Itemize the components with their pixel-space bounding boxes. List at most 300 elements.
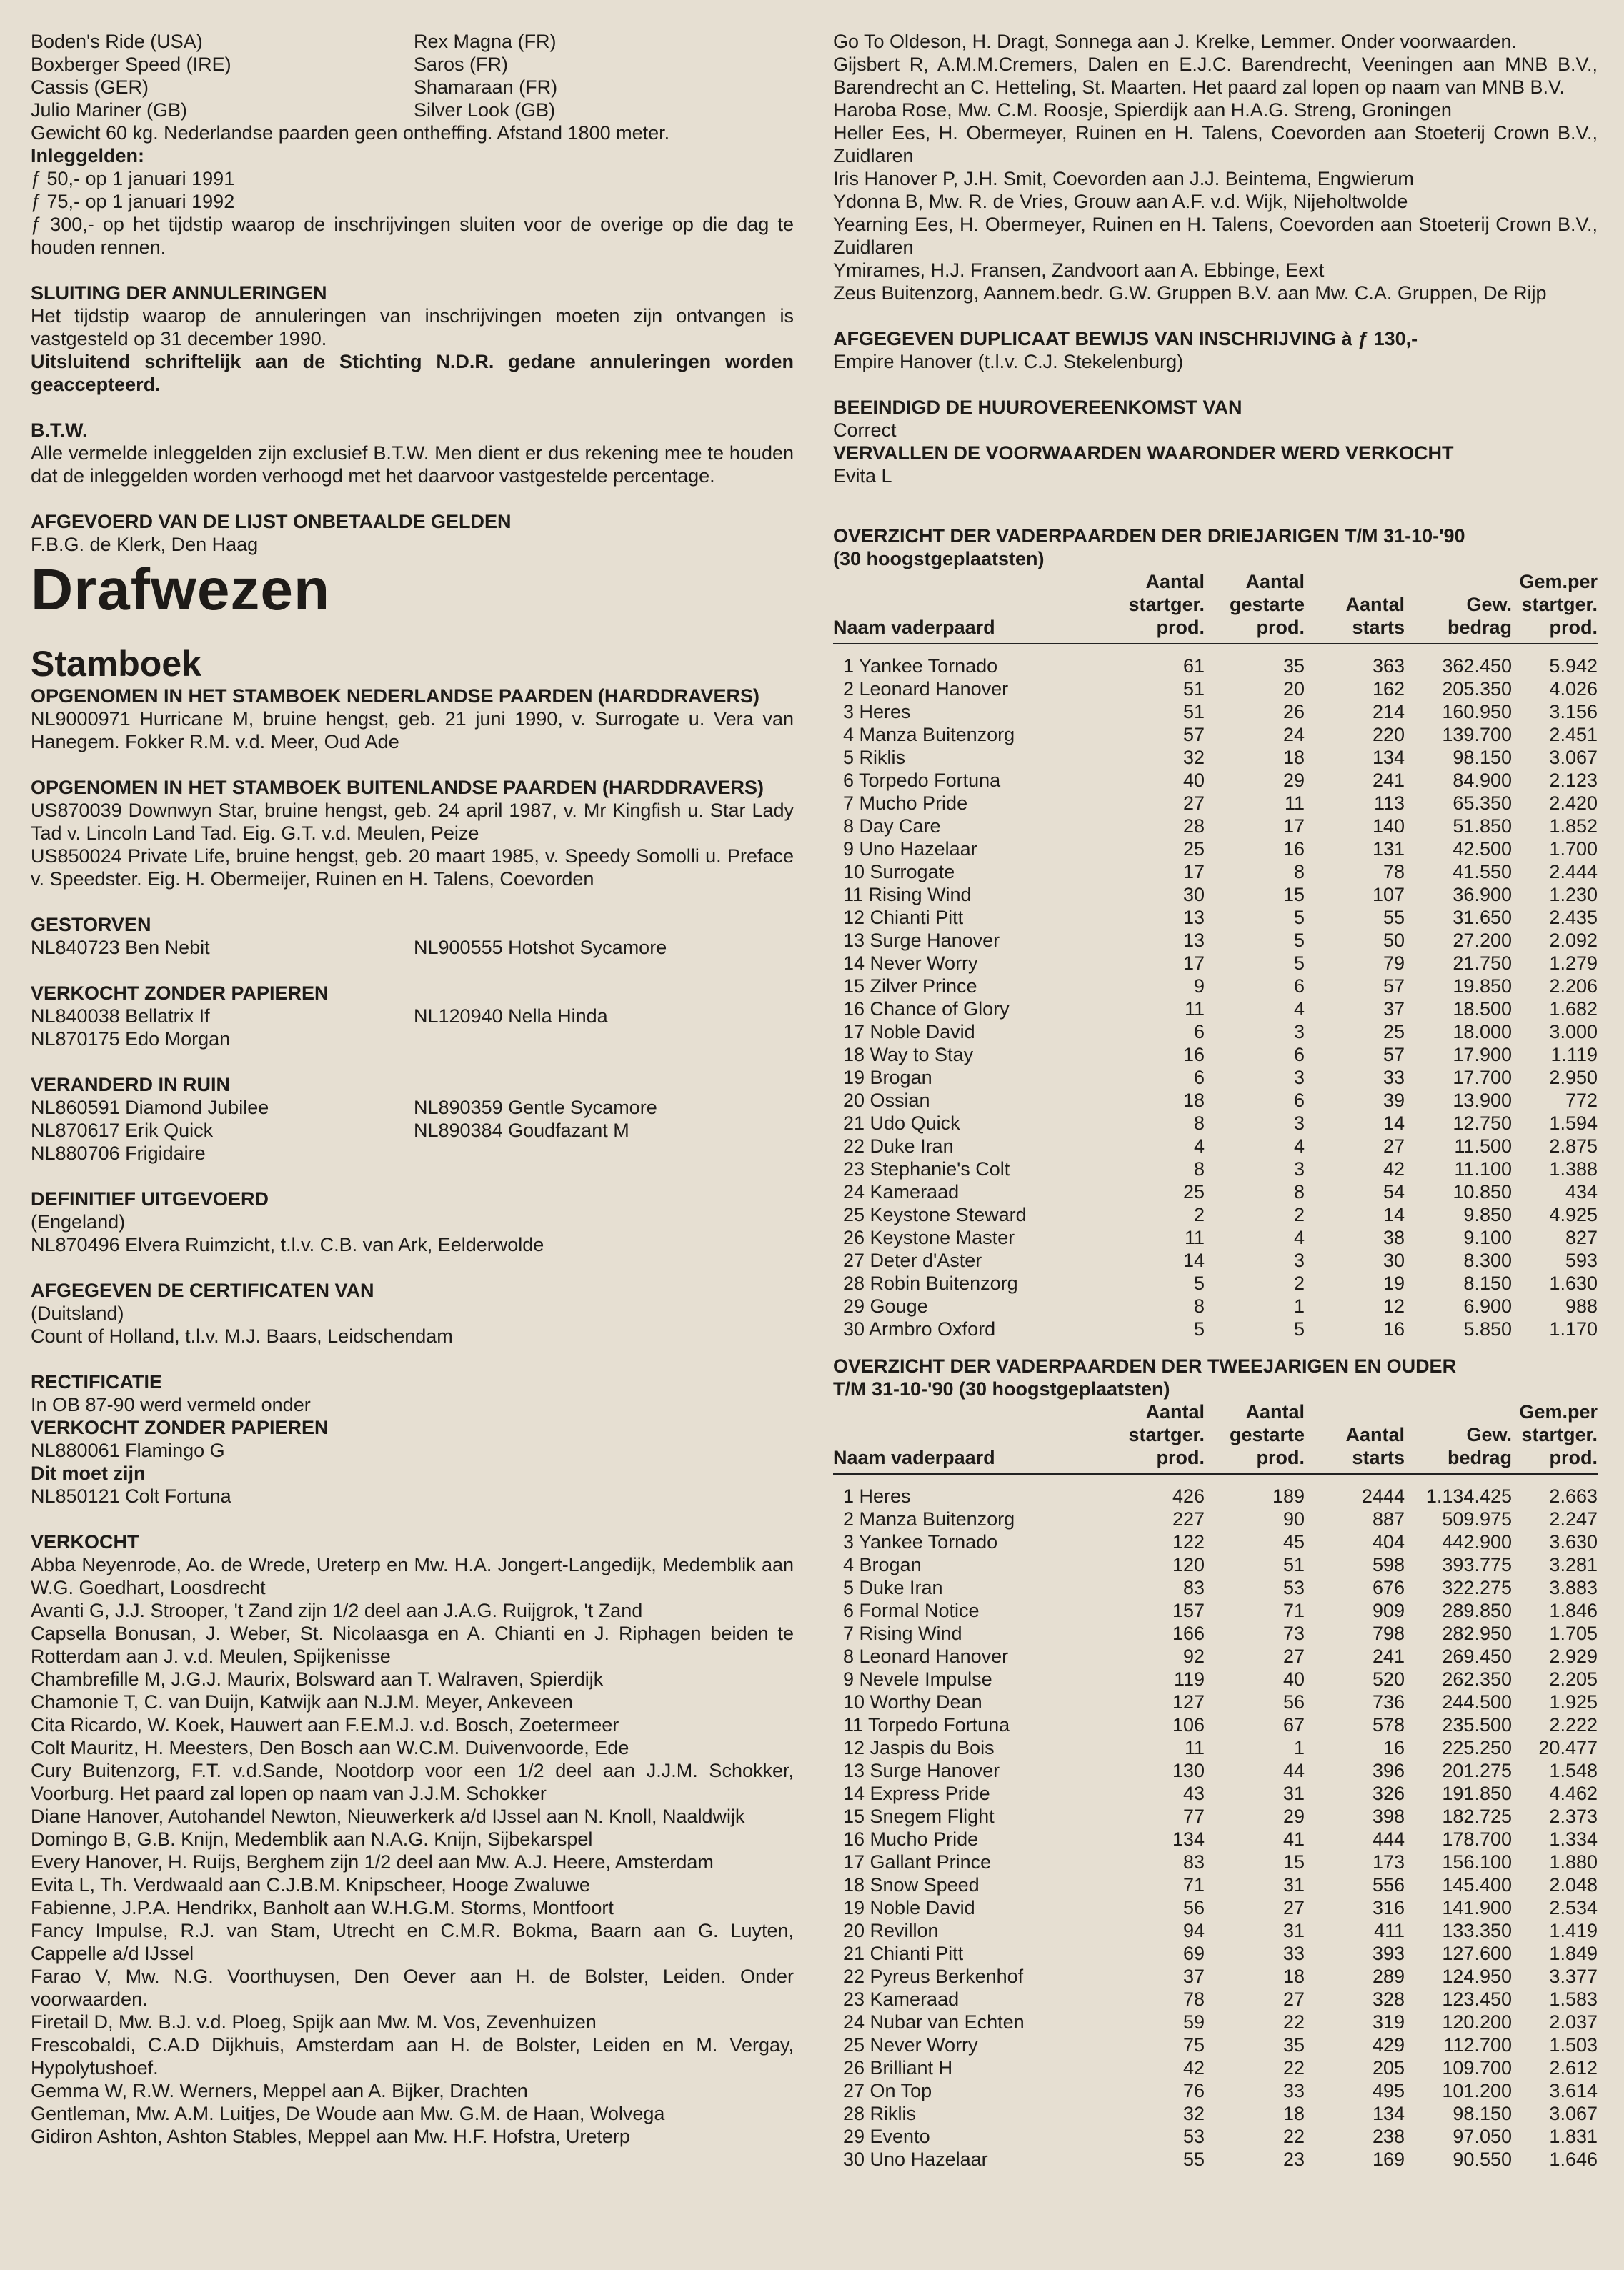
- cell-value: 3: [1293, 1067, 1305, 1088]
- cell-value: 11: [1284, 792, 1305, 814]
- dup-title: AFGEGEVEN DUPLICAAT BEWIJS VAN INSCHRIJVING à ƒ 130,-: [833, 328, 1418, 349]
- cell-value: 32: [1182, 747, 1205, 768]
- sire-name: 10 Surrogate: [843, 861, 955, 882]
- cell-value: 2.206: [1549, 975, 1598, 997]
- sluiting-text: Het tijdstip waarop de annuleringen van inschrijvingen moeten zijn ontvangen is vastgesteld op 31 december 1990.: [31, 305, 794, 349]
- table-row: [833, 1530, 1598, 1553]
- sire-name: 14 Never Worry: [843, 952, 978, 974]
- cell-value: 269.450: [1442, 1646, 1512, 1667]
- table-row: [833, 1713, 1598, 1736]
- sire-name: 7 Mucho Pride: [843, 792, 968, 814]
- cell-value: 21.750: [1453, 952, 1512, 974]
- header-c4: [1305, 1400, 1405, 1469]
- entry-left: NL840038 Bellatrix If: [31, 1005, 210, 1027]
- gestorven-title: GESTORVEN: [31, 914, 151, 935]
- cell-value: 141.900: [1442, 1897, 1512, 1918]
- two-col-row: [31, 30, 794, 53]
- cell-value: 90: [1282, 1508, 1305, 1530]
- table-rule: [833, 1473, 1598, 1475]
- cell-value: 1.831: [1549, 2126, 1598, 2147]
- cell-value: 101.200: [1442, 2080, 1512, 2101]
- two-col-row: [31, 1096, 794, 1119]
- sire-name: 9 Nevele Impulse: [843, 1668, 992, 1690]
- sire-name: 29 Gouge: [843, 1295, 928, 1317]
- cell-value: 106: [1172, 1714, 1205, 1736]
- table1-title-2: (30 hoogstgeplaatsten): [833, 548, 1045, 569]
- cell-value: 18: [1282, 1966, 1305, 1987]
- sale-entry: Cita Ricardo, W. Koek, Hauwert aan F.E.M.J. v.d. Bosch, Zoetermeer: [31, 1714, 619, 1736]
- cell-value: 598: [1372, 1554, 1405, 1575]
- sire-name: 2 Manza Buitenzorg: [843, 1508, 1015, 1530]
- table-row: [833, 929, 1598, 952]
- sire-name: 21 Chianti Pitt: [843, 1943, 964, 1964]
- verv-text: Evita L: [833, 465, 892, 487]
- header-c6: [1512, 570, 1598, 639]
- verkocht-title: VERKOCHT: [31, 1531, 139, 1553]
- cell-value: 2.092: [1549, 930, 1598, 951]
- sire-name: 5 Riklis: [843, 747, 906, 768]
- header-c3: [1205, 1400, 1305, 1469]
- cell-value: 205.350: [1442, 678, 1512, 700]
- cell-value: 11.100: [1454, 1158, 1512, 1180]
- sale-entry: Evita L, Th. Verdwaald aan C.J.B.M. Knipscheer, Hooge Zwaluwe: [31, 1874, 590, 1896]
- cell-value: 139.700: [1442, 724, 1512, 745]
- cell-value: 11.500: [1454, 1135, 1512, 1157]
- cell-value: 362.450: [1442, 655, 1512, 677]
- table-row: [833, 2125, 1598, 2148]
- header-c1: Naam vaderpaard: [833, 617, 995, 638]
- cell-value: 220: [1372, 724, 1405, 745]
- afgevoerd-title: AFGEVOERD VAN DE LIJST ONBETAALDE GELDEN: [31, 511, 512, 532]
- cell-value: 11: [1184, 1227, 1205, 1248]
- cell-value: 27: [1383, 1135, 1405, 1157]
- cell-value: 1.583: [1549, 1988, 1598, 2010]
- header-line: Gem.per: [1519, 571, 1598, 592]
- entry-right: Shamaraan (FR): [414, 76, 558, 98]
- cell-value: 1.682: [1549, 998, 1598, 1020]
- sire-name: 6 Formal Notice: [843, 1600, 980, 1621]
- table-row: [833, 1919, 1598, 1942]
- table-row: [833, 1485, 1598, 1508]
- cell-value: 69: [1182, 1943, 1205, 1964]
- cell-value: 3.883: [1549, 1577, 1598, 1598]
- huur-text: Correct: [833, 419, 897, 441]
- cell-value: 6: [1193, 1067, 1205, 1088]
- sire-name: 13 Surge Hanover: [843, 1760, 1000, 1781]
- cell-value: 201.275: [1442, 1760, 1512, 1781]
- cert-line: (Duitsland): [31, 1303, 124, 1324]
- cell-value: 282.950: [1442, 1623, 1512, 1644]
- cell-value: 2.451: [1549, 724, 1598, 745]
- cell-value: 1.419: [1549, 1920, 1598, 1941]
- cell-value: 57: [1383, 975, 1405, 997]
- cert-line: Count of Holland, t.l.v. M.J. Baars, Leidschendam: [31, 1325, 453, 1347]
- header-c2: [1105, 570, 1205, 639]
- cell-value: 1.880: [1549, 1851, 1598, 1873]
- inleggelden-list: [31, 167, 794, 259]
- cell-value: 107: [1372, 884, 1405, 905]
- cell-value: 54: [1383, 1181, 1405, 1203]
- cell-value: 241: [1372, 770, 1405, 791]
- cell-value: 6: [1293, 1090, 1305, 1111]
- table-row: [833, 1135, 1598, 1158]
- cell-value: 3.067: [1549, 2103, 1598, 2124]
- rect-line-3: NL850121 Colt Fortuna: [31, 1485, 231, 1507]
- table-row: [833, 2102, 1598, 2125]
- table-row: [833, 1112, 1598, 1135]
- cell-value: 120: [1172, 1554, 1205, 1575]
- cell-value: 578: [1372, 1714, 1405, 1736]
- table-row: [833, 654, 1598, 677]
- cell-value: 2.950: [1549, 1067, 1598, 1088]
- cell-value: 51: [1182, 701, 1205, 722]
- sire-name: 12 Chianti Pitt: [843, 907, 964, 928]
- sale-entry: Chamonie T, C. van Duijn, Katwijk aan N.J.M. Meyer, Ankeveen: [31, 1691, 573, 1713]
- cell-value: 59: [1182, 2011, 1205, 2033]
- sire-name: 14 Express Pride: [843, 1783, 990, 1804]
- cell-value: 798: [1372, 1623, 1405, 1644]
- header-line: gestarte: [1229, 1424, 1305, 1445]
- cell-value: 393.775: [1442, 1554, 1512, 1575]
- sire-name: 17 Noble David: [843, 1021, 975, 1042]
- cell-value: 393: [1372, 1943, 1405, 1964]
- two-col-row: [31, 1119, 794, 1142]
- table-row: [833, 1896, 1598, 1919]
- cell-value: 182.725: [1442, 1806, 1512, 1827]
- cell-value: 133.350: [1442, 1920, 1512, 1941]
- table-row: [833, 2079, 1598, 2102]
- cell-value: 29: [1282, 770, 1305, 791]
- cell-value: 51: [1182, 678, 1205, 700]
- cell-value: 41: [1282, 1828, 1305, 1850]
- entry-left: Cassis (GER): [31, 76, 149, 98]
- cell-value: 98.150: [1453, 2103, 1512, 2124]
- cell-value: 178.700: [1442, 1828, 1512, 1850]
- cell-value: 130: [1172, 1760, 1205, 1781]
- cell-value: 1.925: [1549, 1691, 1598, 1713]
- table-row: [833, 1965, 1598, 1988]
- big-title: Drafwezen: [31, 557, 331, 622]
- cell-value: 79: [1383, 952, 1405, 974]
- sire-name: 17 Gallant Prince: [843, 1851, 992, 1873]
- cell-value: 2444: [1361, 1485, 1405, 1507]
- sire-name: 11 Torpedo Fortuna: [843, 1714, 1010, 1736]
- horse-list: [31, 30, 794, 121]
- cell-value: 76: [1182, 2080, 1205, 2101]
- two-col-row: [31, 1142, 794, 1165]
- entry-left: Boxberger Speed (IRE): [31, 54, 231, 75]
- cell-value: 75: [1182, 2034, 1205, 2056]
- header-c4: [1305, 570, 1405, 639]
- cell-value: 2: [1293, 1273, 1305, 1294]
- cell-value: 13: [1182, 907, 1205, 928]
- sire-name: 13 Surge Hanover: [843, 930, 1000, 951]
- cell-value: 205: [1372, 2057, 1405, 2079]
- sire-name: 23 Stephanie's Colt: [843, 1158, 1010, 1180]
- header-line: starts: [1352, 1447, 1405, 1468]
- cell-value: 2.123: [1549, 770, 1598, 791]
- cell-value: 124.950: [1442, 1966, 1512, 1987]
- cell-value: 16: [1383, 1318, 1405, 1340]
- cell-value: 3.281: [1549, 1554, 1598, 1575]
- cell-value: 17: [1282, 815, 1305, 837]
- sire-name: 30 Armbro Oxford: [843, 1318, 996, 1340]
- sire-name: 12 Jaspis du Bois: [843, 1737, 995, 1758]
- cell-value: 17.900: [1453, 1044, 1512, 1065]
- cell-value: 909: [1372, 1600, 1405, 1621]
- cell-value: 18: [1282, 747, 1305, 768]
- cell-value: 27: [1182, 792, 1205, 814]
- cell-value: 44: [1282, 1760, 1305, 1781]
- cell-value: 2.247: [1549, 1508, 1598, 1530]
- cell-value: 120.200: [1442, 2011, 1512, 2033]
- cell-value: 227: [1172, 1508, 1205, 1530]
- sale-entry: Gijsbert R, A.M.M.Cremers, Dalen en E.J.C. Barendrecht, Veeningen aan MNB B.V., Barendrecht an C. Hetteling, St. Maarten. Het paard zal lopen op naam van MNB B.V.: [833, 54, 1598, 98]
- table-row: [833, 1759, 1598, 1782]
- cell-value: 53: [1182, 2126, 1205, 2147]
- cell-value: 322.275: [1442, 1577, 1512, 1598]
- entry-left: NL880706 Frigidaire: [31, 1143, 206, 1164]
- sire-name: 25 Keystone Steward: [843, 1204, 1027, 1225]
- two-col-row: [31, 53, 794, 76]
- header-c6: [1512, 1400, 1598, 1469]
- cell-value: 20.477: [1538, 1737, 1598, 1758]
- table-row: [833, 1089, 1598, 1112]
- sale-entry: Yearning Ees, H. Obermeyer, Ruinen en H. Talens, Coevorden aan Stoeterij Crown B.V., Zuidlaren: [833, 214, 1598, 258]
- cell-value: 123.450: [1442, 1988, 1512, 2010]
- opg-bl-text-2: US850024 Private Life, bruine hengst, geb. 20 maart 1985, v. Speedy Somolli u. Preface v. Speedster. Eig. H. Obermeijer, Ruinen en H. Talens, Coevorden: [31, 845, 794, 890]
- cell-value: 15: [1282, 1851, 1305, 1873]
- table-row: [833, 1066, 1598, 1089]
- cell-value: 38: [1383, 1227, 1405, 1248]
- cell-value: 17: [1182, 952, 1205, 974]
- cell-value: 9: [1193, 975, 1205, 997]
- table-row: [833, 1272, 1598, 1295]
- cell-value: 189: [1272, 1485, 1305, 1507]
- cell-value: 238: [1372, 2126, 1405, 2147]
- cell-value: 6: [1293, 975, 1305, 997]
- cell-value: 556: [1372, 1874, 1405, 1896]
- cell-value: 11: [1184, 998, 1205, 1020]
- cell-value: 42.500: [1453, 838, 1512, 860]
- verv-title: VERVALLEN DE VOORWAARDEN WAARONDER WERD VERKOCHT: [833, 442, 1454, 464]
- cell-value: 1.594: [1549, 1112, 1598, 1134]
- cell-value: 33: [1383, 1067, 1405, 1088]
- inleggeld-item: ƒ 300,- op het tijdstip waarop de inschrijvingen sluiten voor de overige op die dag te houden rennen.: [31, 214, 794, 258]
- cell-value: 411: [1373, 1920, 1405, 1941]
- sub-title: Stamboek: [31, 644, 201, 684]
- sire-name: 28 Robin Buitenzorg: [843, 1273, 1018, 1294]
- cell-value: 520: [1372, 1668, 1405, 1690]
- cell-value: 442.900: [1442, 1531, 1512, 1553]
- sire-name: 16 Mucho Pride: [843, 1828, 979, 1850]
- sire-name: 1 Yankee Tornado: [843, 655, 998, 677]
- cell-value: 16: [1383, 1737, 1405, 1758]
- cell-value: 15: [1282, 884, 1305, 905]
- table-row: [833, 1180, 1598, 1203]
- cell-value: 244.500: [1442, 1691, 1512, 1713]
- table-row: [833, 2011, 1598, 2033]
- cell-value: 20: [1282, 678, 1305, 700]
- cell-value: 36.900: [1453, 884, 1512, 905]
- cell-value: 17: [1182, 861, 1205, 882]
- cell-value: 53: [1282, 1577, 1305, 1598]
- sire-name: 26 Keystone Master: [843, 1227, 1015, 1248]
- sire-name: 1 Heres: [843, 1485, 911, 1507]
- cell-value: 10.850: [1453, 1181, 1512, 1203]
- cell-value: 173: [1372, 1851, 1405, 1873]
- table-row: [833, 2148, 1598, 2171]
- cell-value: 316: [1372, 1897, 1405, 1918]
- sale-entry: Diane Hanover, Autohandel Newton, Nieuwerkerk a/d IJssel aan N. Knoll, Naaldwijk: [31, 1806, 745, 1827]
- header-c5: [1405, 1400, 1512, 1469]
- cell-value: 30: [1182, 884, 1205, 905]
- cell-value: 1.700: [1549, 838, 1598, 860]
- cell-value: 827: [1565, 1227, 1598, 1248]
- cell-value: 434: [1565, 1181, 1598, 1203]
- cell-value: 2.037: [1549, 2011, 1598, 2033]
- table-row: [833, 2056, 1598, 2079]
- cell-value: 77: [1182, 1806, 1205, 1827]
- cell-value: 2: [1293, 1204, 1305, 1225]
- cell-value: 1.334: [1549, 1828, 1598, 1850]
- cell-value: 1.134.425: [1425, 1485, 1512, 1507]
- cell-value: 166: [1172, 1623, 1205, 1644]
- header-line: startger.: [1128, 1424, 1205, 1445]
- header-line: prod.: [1156, 1447, 1205, 1468]
- cell-value: 40: [1182, 770, 1205, 791]
- entry-right: Silver Look (GB): [414, 99, 556, 121]
- cell-value: 326: [1372, 1783, 1405, 1804]
- opg-nl-text: NL9000971 Hurricane M, bruine hengst, geb. 21 juni 1990, v. Surrogate u. Vera van Hanegem. Fokker R.M. v.d. Meer, Oud Ade: [31, 708, 794, 752]
- cell-value: 18: [1182, 1090, 1205, 1111]
- cert-list: [31, 1302, 794, 1348]
- header-c2: [1105, 1400, 1205, 1469]
- sire-name: 4 Brogan: [843, 1554, 922, 1575]
- table-rule: [833, 643, 1598, 644]
- cert-title: AFGEGEVEN DE CERTIFICATEN VAN: [31, 1280, 374, 1301]
- sale-entry: Cury Buitenzorg, F.T. v.d.Sande, Nootdorp voor een 1/2 deel aan J.J.M. Schokker, Voorburg. Het paard zal lopen op naam van J.J.M. Schokker: [31, 1760, 794, 1804]
- sire-name: 18 Snow Speed: [843, 1874, 980, 1896]
- cell-value: 25: [1182, 1181, 1205, 1203]
- entry-right: Saros (FR): [414, 54, 509, 75]
- table-row: [833, 837, 1598, 860]
- cell-value: 94: [1182, 1920, 1205, 1941]
- cell-value: 22: [1282, 2126, 1305, 2147]
- cell-value: 5: [1193, 1273, 1205, 1294]
- cell-value: 9.100: [1463, 1227, 1512, 1248]
- sale-entry: Avanti G, J.J. Strooper, 't Zand zijn 1/2 deel aan J.A.G. Ruijgrok, 't Zand: [31, 1600, 643, 1621]
- cell-value: 398: [1372, 1806, 1405, 1827]
- cell-value: 33: [1282, 1943, 1305, 1964]
- sale-entry: Fabienne, J.P.A. Hendrikx, Banholt aan W.H.G.M. Storms, Montfoort: [31, 1897, 614, 1918]
- sire-name: 21 Udo Quick: [843, 1112, 960, 1134]
- table-row: [833, 1020, 1598, 1043]
- cell-value: 131: [1372, 838, 1405, 860]
- header-line: prod.: [1156, 617, 1205, 638]
- cell-value: 4: [1293, 998, 1305, 1020]
- cell-value: 736: [1372, 1691, 1405, 1713]
- entry-right: NL900555 Hotshot Sycamore: [414, 937, 667, 958]
- cell-value: 11: [1184, 1737, 1205, 1758]
- cell-value: 8: [1293, 861, 1305, 882]
- cell-value: 2.444: [1549, 861, 1598, 882]
- cell-value: 363: [1372, 655, 1405, 677]
- huur-title: BEEINDIGD DE HUUROVEREENKOMST VAN: [833, 397, 1242, 418]
- cell-value: 14: [1182, 1250, 1205, 1271]
- table2-title-2: T/M 31-10-'90 (30 hoogstgeplaatsten): [833, 1378, 1170, 1400]
- cell-value: 6: [1293, 1044, 1305, 1065]
- cell-value: 2.435: [1549, 907, 1598, 928]
- sale-entry: Colt Mauritz, H. Meesters, Den Bosch aan W.C.M. Duivenvoorde, Ede: [31, 1737, 629, 1758]
- table-row: [833, 700, 1598, 723]
- cell-value: 772: [1565, 1090, 1598, 1111]
- table-row: [833, 677, 1598, 700]
- header-line: Gew.: [1466, 594, 1512, 615]
- cell-value: 319: [1372, 2011, 1405, 2033]
- cell-value: 73: [1282, 1623, 1305, 1644]
- dup-text: Empire Hanover (t.l.v. C.J. Stekelenburg): [833, 351, 1184, 372]
- header-line: startger.: [1128, 594, 1205, 615]
- cell-value: 4.026: [1549, 678, 1598, 700]
- cell-value: 2.373: [1549, 1806, 1598, 1827]
- cell-value: 61: [1182, 655, 1205, 677]
- cell-value: 33: [1282, 2080, 1305, 2101]
- cell-value: 50: [1383, 930, 1405, 951]
- cell-value: 41.550: [1453, 861, 1512, 882]
- table-row: [833, 1158, 1598, 1180]
- cell-value: 5: [1293, 1318, 1305, 1340]
- rect-title: RECTIFICATIE: [31, 1371, 162, 1393]
- table-row: [833, 769, 1598, 792]
- cell-value: 145.400: [1442, 1874, 1512, 1896]
- entry-right: NL890384 Goudfazant M: [414, 1120, 629, 1141]
- sire-name: 28 Riklis: [843, 2103, 917, 2124]
- cell-value: 31.650: [1453, 907, 1512, 928]
- sale-entry: Domingo B, G.B. Knijn, Medemblik aan N.A.G. Knijn, Sijbekarspel: [31, 1828, 593, 1850]
- cell-value: 1.646: [1549, 2149, 1598, 2170]
- sire-name: 10 Worthy Dean: [843, 1691, 982, 1713]
- cell-value: 71: [1182, 1874, 1205, 1896]
- table-header-row: [833, 570, 1598, 639]
- cell-value: 2: [1193, 1204, 1205, 1225]
- table-row: [833, 952, 1598, 975]
- sire-name: 15 Snegem Flight: [843, 1806, 995, 1827]
- cell-value: 225.250: [1442, 1737, 1512, 1758]
- cell-value: 127: [1172, 1691, 1205, 1713]
- cell-value: 4: [1293, 1227, 1305, 1248]
- cell-value: 27.200: [1453, 930, 1512, 951]
- cell-value: 2.205: [1549, 1668, 1598, 1690]
- table-row: [833, 1599, 1598, 1622]
- sale-entry: Gidiron Ashton, Ashton Stables, Meppel aan Mw. H.F. Hofstra, Ureterp: [31, 2126, 630, 2147]
- def-list: [31, 1210, 794, 1256]
- cell-value: 113: [1373, 792, 1405, 814]
- cell-value: 39: [1383, 1090, 1405, 1111]
- two-col-row: [31, 936, 794, 959]
- sale-entry: Every Hanover, H. Ruijs, Berghem zijn 1/2 deel aan Mw. A.J. Heere, Amsterdam: [31, 1851, 714, 1873]
- header-line: Aantal: [1345, 594, 1405, 615]
- header-line: prod.: [1256, 617, 1305, 638]
- sale-entry: Haroba Rose, Mw. C.M. Roosje, Spierdijk aan H.A.G. Streng, Groningen: [833, 99, 1452, 121]
- cell-value: 40: [1282, 1668, 1305, 1690]
- cell-value: 1.852: [1549, 815, 1598, 837]
- sires-3yo-table: [833, 570, 1598, 1340]
- table-row: [833, 1508, 1598, 1530]
- cell-value: 9.850: [1463, 1204, 1512, 1225]
- cell-value: 444: [1372, 1828, 1405, 1850]
- cell-value: 83: [1182, 1851, 1205, 1873]
